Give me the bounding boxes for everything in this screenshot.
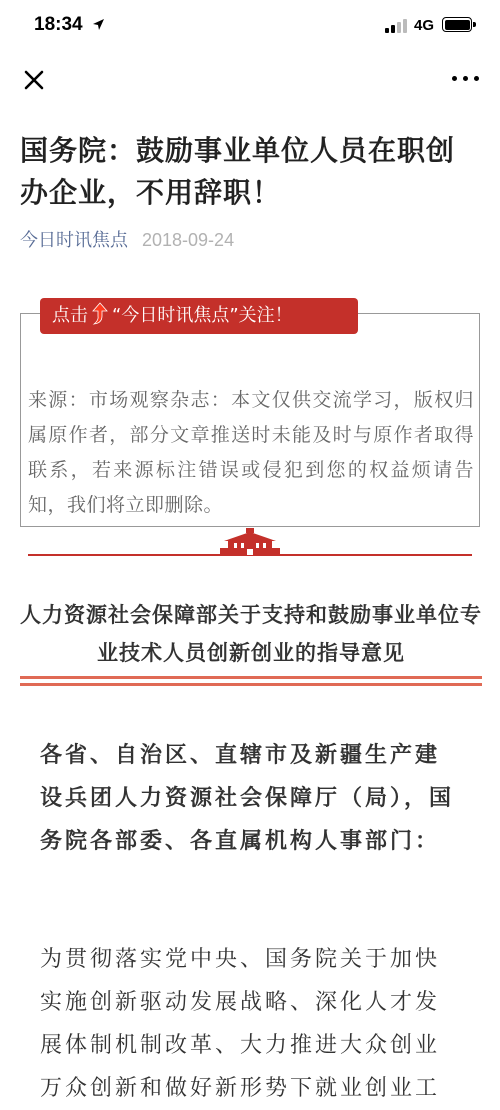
article-title: 国务院：鼓励事业单位人员在职创办企业，不用辞职！: [20, 134, 456, 209]
source-note: 来源：市场观察杂志：本文仅供交流学习，版权归属原作者，部分文章推送时未能及时与原作者取得联系，若来源标注错误或侵犯到您的权益烦请告知，我们将立即删除。: [28, 389, 474, 516]
status-time: 18:34: [34, 14, 83, 35]
more-icon[interactable]: [452, 76, 480, 84]
network-type: 4G: [414, 17, 435, 34]
location-arrow-icon: [92, 18, 105, 31]
cellular-signal-icon: [385, 19, 407, 33]
follow-prefix: 点击: [52, 305, 88, 326]
subtitle-underline-bottom: [20, 683, 482, 686]
body-paragraph: 为贯彻落实党中央、国务院关于加快实施创新驱动发展战略、深化人才发展体制机制改革、大力推进大众创业万众创新和做好新形势下就业创业工: [40, 947, 441, 1101]
follow-suffix: “今日时讯焦点”关注！: [112, 305, 293, 326]
status-bar: [0, 0, 500, 54]
salutation-paragraph: 各省、自治区、直辖市及新疆生产建设兵团人力资源社会保障厅（局），国务院各部委、各直属机构人事部门：: [40, 743, 455, 854]
account-name-link[interactable]: 今日时讯焦点: [20, 230, 128, 251]
building-icon: [214, 528, 286, 556]
publish-date: 2018-09-24: [142, 230, 235, 250]
battery-icon: [442, 17, 472, 32]
close-icon[interactable]: [20, 66, 48, 94]
follow-banner[interactable]: [40, 298, 358, 334]
document-subtitle: 人力资源社会保障部关于支持和鼓励事业单位专业技术人员创新创业的指导意见: [20, 603, 482, 665]
battery-tip: [473, 22, 476, 27]
click-arrow-icon: [90, 303, 110, 325]
article-meta: [20, 226, 234, 254]
subtitle-underline-top: [20, 676, 482, 679]
